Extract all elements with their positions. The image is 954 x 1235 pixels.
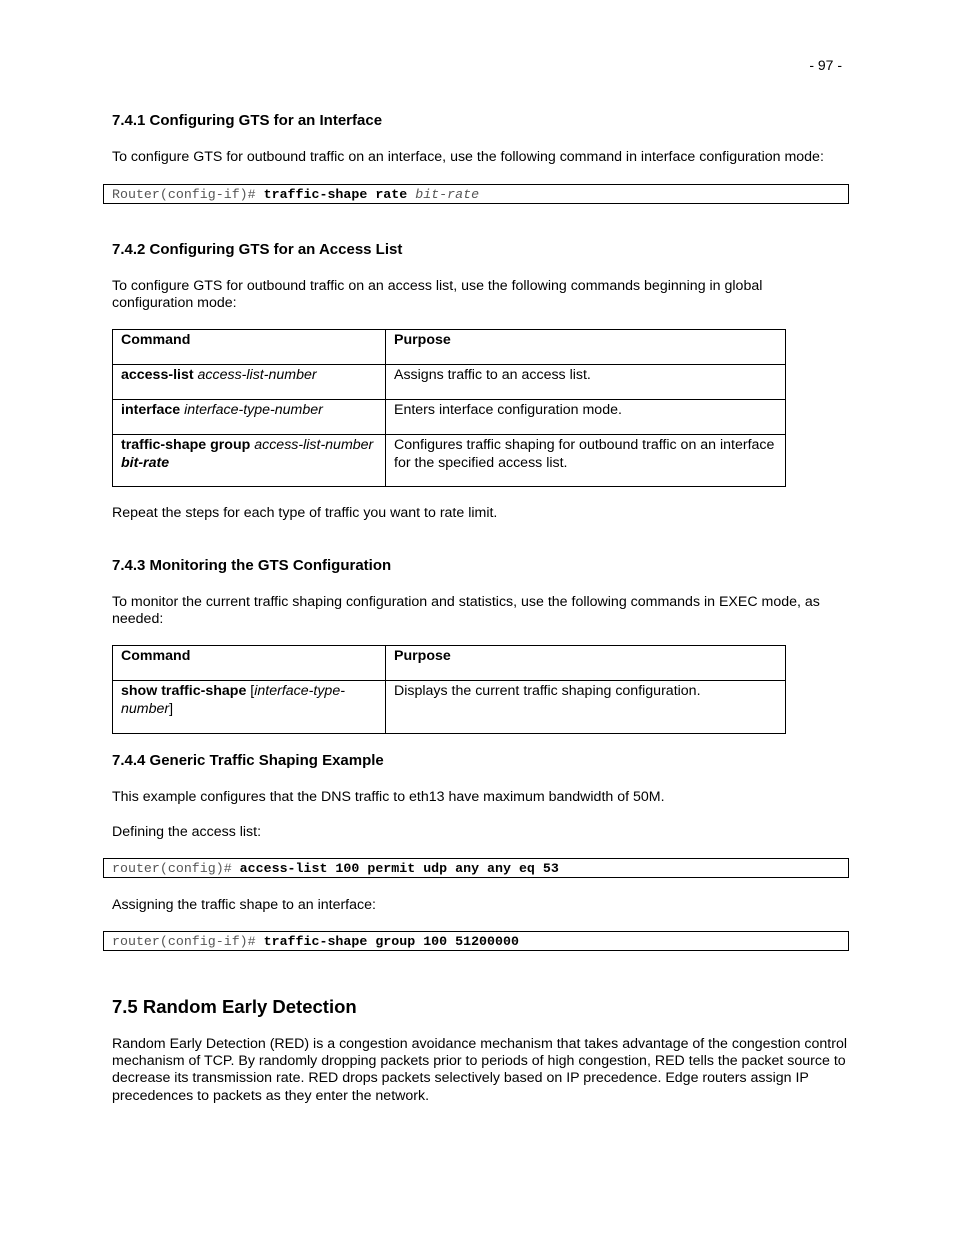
- table-row: [113, 400, 786, 435]
- cli-command: traffic-shape rate: [263, 187, 416, 202]
- command-keyword: access-list: [121, 367, 194, 383]
- section-note-7-4-2: Repeat the steps for each type of traffic you want to rate limit.: [112, 505, 498, 521]
- access-list-command-table: [112, 329, 786, 487]
- command-argument: access-list-number: [250, 437, 374, 453]
- section-heading-7-4-3: 7.4.3 Monitoring the GTS Configuration: [112, 557, 392, 574]
- section-heading-7-4-2: 7.4.2 Configuring GTS for an Access List: [112, 241, 403, 258]
- command-cell: [113, 435, 386, 487]
- column-header-command: Command: [113, 646, 386, 681]
- cli-argument: bit-rate: [415, 187, 480, 202]
- column-header-purpose: Purpose: [386, 330, 786, 365]
- table-row: [113, 365, 786, 400]
- table-header-row: [113, 330, 786, 365]
- cli-prompt: router(config-if)#: [112, 934, 264, 949]
- assign-traffic-shape-label: Assigning the traffic shape to an interface:: [112, 897, 376, 913]
- optional-bracket-close: ]: [169, 701, 174, 717]
- cli-command: traffic-shape group 100 51200000: [263, 934, 519, 949]
- section-heading-7-5: 7.5 Random Early Detection: [112, 996, 357, 1017]
- table-row: [113, 681, 786, 734]
- purpose-cell: Enters interface configuration mode.: [386, 400, 786, 435]
- command-argument: interface-type-number: [121, 683, 345, 717]
- column-header-purpose: Purpose: [386, 646, 786, 681]
- purpose-cell: Assigns traffic to an access list.: [386, 365, 786, 400]
- command-cell: [113, 400, 386, 435]
- column-header-command: Command: [113, 330, 386, 365]
- command-box-access-list: [103, 858, 849, 878]
- command-box-traffic-shape-rate: [103, 184, 849, 204]
- example-description: This example configures that the DNS traffic to eth13 have maximum bandwidth of 50M.: [112, 789, 665, 805]
- command-argument-required: bit-rate: [121, 455, 170, 471]
- section-intro-7-4-1: To configure GTS for outbound traffic on an interface, use the following command in interface configuration mode:: [112, 149, 824, 165]
- cli-command: access-list 100 permit udp any any eq 53: [239, 861, 559, 876]
- section-heading-7-4-1: 7.4.1 Configuring GTS for an Interface: [112, 112, 383, 129]
- command-cell: [113, 365, 386, 400]
- section-intro-7-4-2: To configure GTS for outbound traffic on an access list, use the following commands beginning in global configuration mode:: [112, 278, 763, 312]
- cli-prompt: router(config)#: [112, 861, 240, 876]
- command-keyword: traffic-shape group: [121, 437, 251, 453]
- monitor-command-table: [112, 645, 786, 734]
- section-intro-7-4-3: To monitor the current traffic shaping configuration and statistics, use the following commands in EXEC mode, as needed:: [112, 594, 820, 628]
- command-keyword: interface: [121, 402, 181, 418]
- purpose-cell: Displays the current traffic shaping configuration.: [386, 681, 786, 734]
- command-argument: access-list-number: [193, 367, 317, 383]
- define-access-list-label: Defining the access list:: [112, 824, 262, 840]
- command-cell: [113, 681, 386, 734]
- purpose-cell: Configures traffic shaping for outbound traffic on an interface for the specified access list.: [386, 435, 786, 487]
- cli-prompt: Router(config-if)#: [112, 187, 264, 202]
- command-argument: interface-type-number: [180, 402, 323, 418]
- table-header-row: [113, 646, 786, 681]
- section-body-7-5: Random Early Detection (RED) is a congestion avoidance mechanism that takes advantage of the congestion control mechanism of TCP. By randomly dropping packets prior to periods of high congestion, RED tells the packet source to decrease its transmission rate. RED drops packets selectively based on IP precedence. Edge routers assign IP precedences to packets as they enter the network.: [112, 1036, 847, 1104]
- command-box-traffic-shape-group: [103, 931, 849, 951]
- page-number: - 97 -: [809, 57, 842, 73]
- section-heading-7-4-4: 7.4.4 Generic Traffic Shaping Example: [112, 752, 384, 769]
- command-keyword: show traffic-shape: [121, 683, 247, 699]
- optional-bracket-open: [: [246, 683, 255, 699]
- table-row: [113, 435, 786, 487]
